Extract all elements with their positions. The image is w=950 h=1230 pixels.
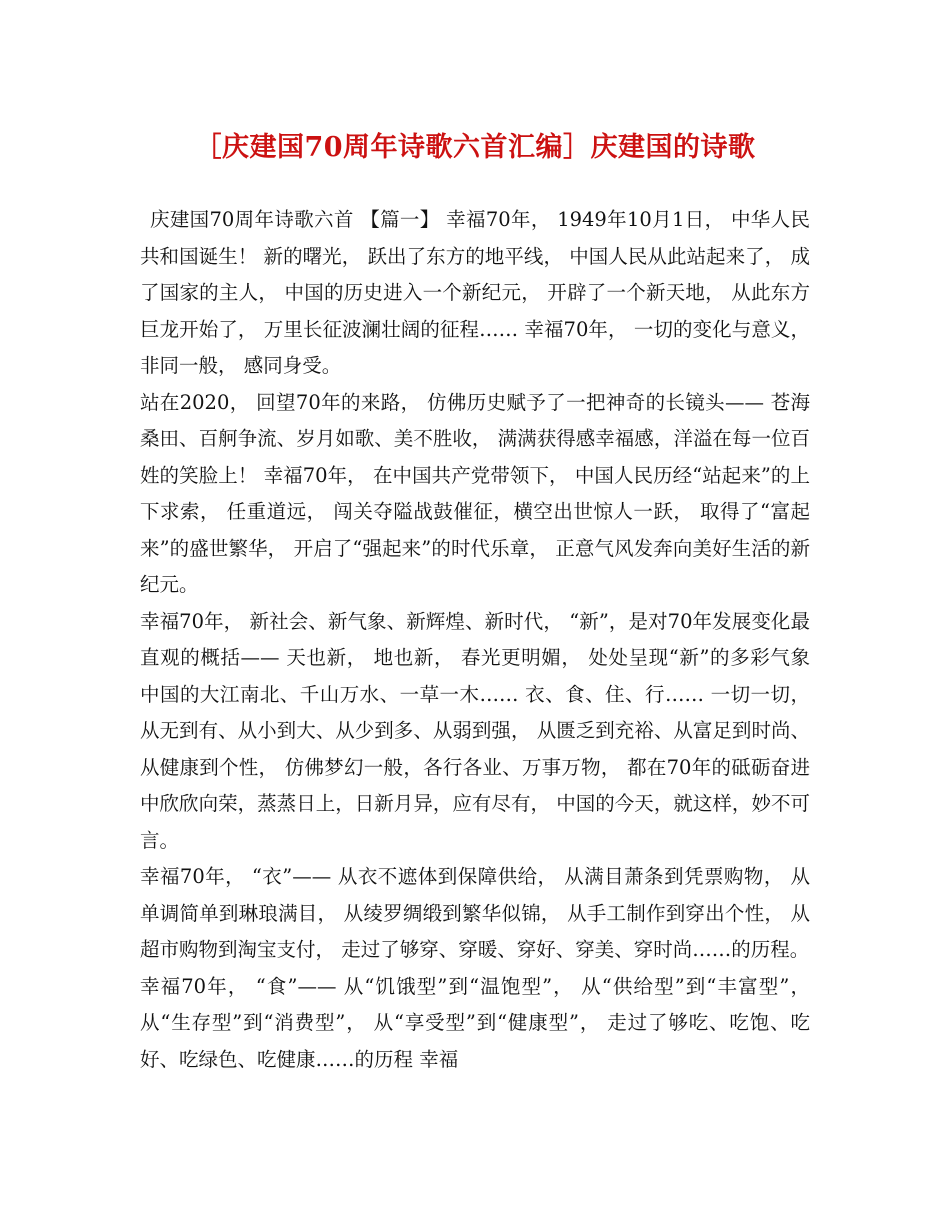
paragraph-4: 幸福70年， “衣”—— 从衣不遮体到保障供给， 从满目萧条到凭票购物， 从单调简单到琳琅满目， 从绫罗绸缎到繁华似锦， 从手工制作到穿出个性， 从超市购物到淘宝支付， 走过了够穿、穿暖、穿好、穿美、穿时尚……的历程。 (140, 865, 810, 961)
document-body (140, 202, 810, 1078)
paragraph-5: 幸福70年， “食”—— 从“饥饿型”到“温饱型”， 从“供给型”到“丰富型”， 从“生存型”到“消费型”， 从“享受型”到“健康型”， 走过了够吃、吃饱、吃好、吃绿色、吃健康……的历程 幸福 (140, 974, 810, 1071)
paragraph-3: 幸福70年， 新社会、新气象、新辉煌、新时代， “新”，是对70年发展变化最直观的概括—— 天也新， 地也新， 春光更明媚， 处处呈现“新”的多彩气象 中国的大江南北、千山万水、一草一木…… 衣、食、住、行…… 一切一切， 从无到有、从小到大、从少到多、从弱到强， 从匮乏到充裕、从富足到时尚、从健康到个性， 仿佛梦幻一般，各行各业、万事万物， 都在70年的砥砺奋进中欣欣向荣，蒸蒸日上，日新月异，应有尽有， 中国的今天，就这样，妙不可言。 (140, 609, 810, 852)
paragraph-2: 站在2020， 回望70年的来路， 仿佛历史赋予了一把神奇的长镜头—— 苍海桑田、百舸争流、岁月如歌、美不胜收， 满满获得感幸福感，洋溢在每一位百姓的笑脸上！ 幸福70年， 在中国共产党带领下， 中国人民历经“站起来”的上下求索， 任重道远， 闯关夺隘战鼓催征，横空出世惊人一跃， 取得了“富起来”的盛世繁华， 开启了“强起来”的时代乐章， 正意气风发奔向美好生活的新纪元。 (140, 390, 810, 596)
paragraph-1: 庆建国70周年诗歌六首 【篇一】 幸福70年， 1949年10月1日， 中华人民共和国诞生！ 新的曙光， 跃出了东方的地平线， 中国人民从此站起来了， 成了国家的主人， 中国的历史进入一个新纪元， 开辟了一个新天地， 从此东方巨龙开始了， 万里长征波澜壮阔的征程…… 幸福70年， 一切的变化与意义， 非同一般， 感同身受。 (140, 208, 810, 377)
document-title: ［庆建国70周年诗歌六首汇编］庆建国的诗歌 (194, 132, 756, 163)
